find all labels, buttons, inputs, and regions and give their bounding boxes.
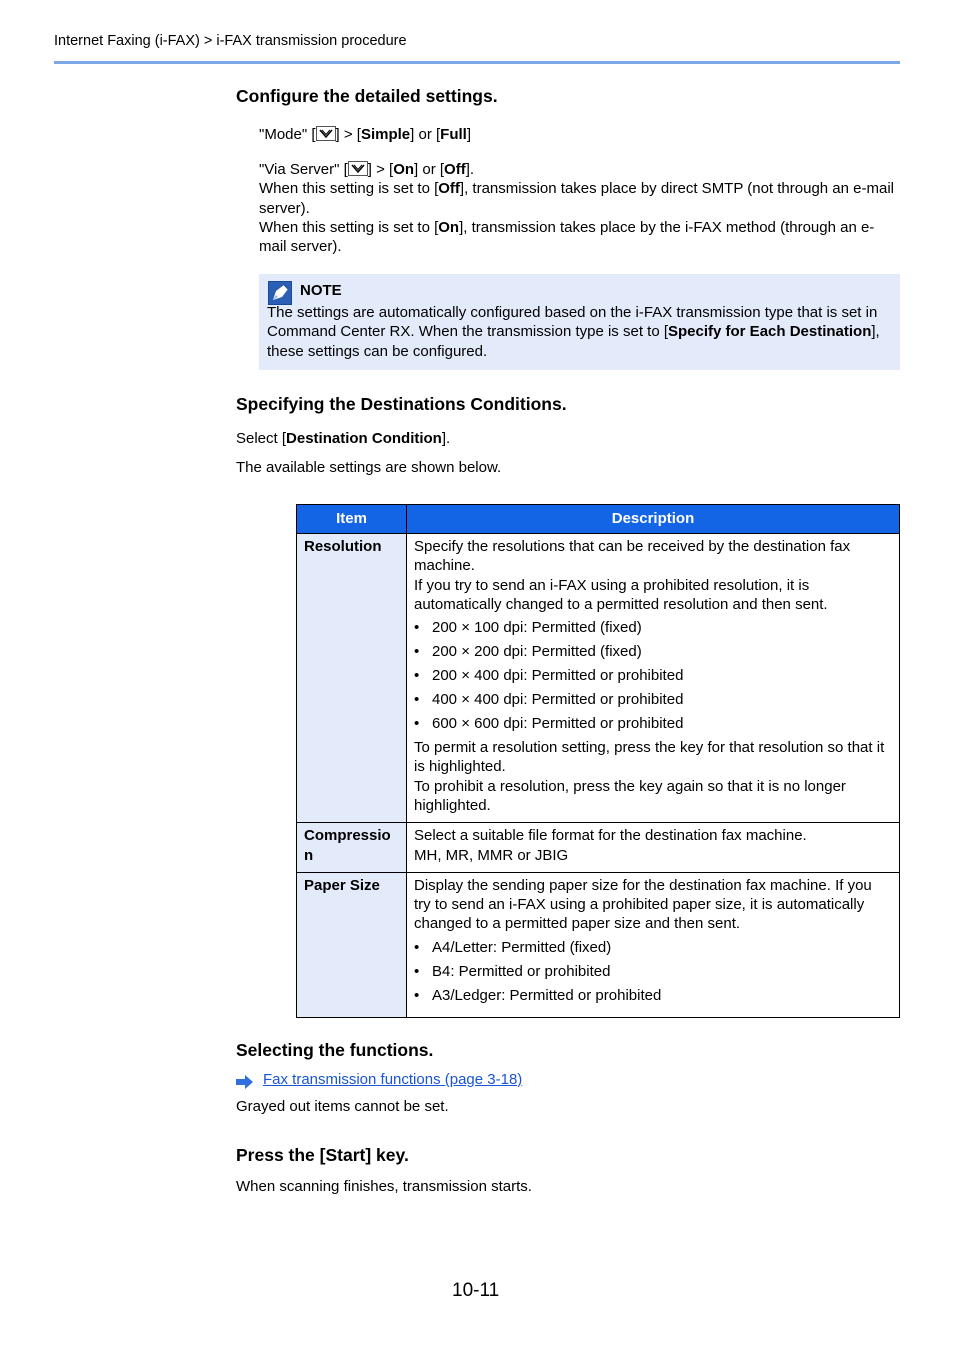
- table-row-compression: [297, 823, 900, 873]
- on-bold: On: [438, 218, 460, 236]
- table-cell-description: [407, 872, 900, 1017]
- available-settings-text: The available settings are shown below.: [236, 459, 502, 476]
- list-item: • 200 × 400 dpi: Permitted or prohibited: [414, 666, 892, 685]
- mode-end: ]: [466, 126, 471, 143]
- note-title: NOTE: [300, 282, 342, 299]
- list-item: • 200 × 200 dpi: Permitted (fixed): [414, 642, 892, 661]
- via-server-block: [259, 160, 900, 256]
- column-header-item: Item: [297, 505, 407, 534]
- table-cell-item: Paper Size: [297, 872, 407, 1017]
- via-off: Off: [444, 161, 466, 178]
- note-box: [259, 274, 900, 370]
- compression-desc: Select a suitable file format for the destination fax machine.: [414, 827, 807, 845]
- off-bold: Off: [438, 180, 460, 198]
- header-divider: [54, 61, 900, 64]
- note-text-b: ], these settings can be configured.: [267, 323, 880, 360]
- list-item: • B4: Permitted or prohibited: [414, 962, 892, 981]
- table-cell-description: [407, 534, 900, 823]
- on-text-a: When this setting is set to [: [259, 218, 439, 236]
- paper-size-list: [414, 938, 892, 1005]
- mode-text: "Mode" [: [259, 126, 316, 143]
- chevron-down-icon: [348, 161, 368, 176]
- arrow-right-icon: [236, 1075, 254, 1089]
- via-server-line: [259, 160, 900, 179]
- mode-simple: Simple: [360, 126, 411, 143]
- step-title-start: Press the [Start] key.: [236, 1145, 409, 1165]
- on-text-b: ], transmission takes place by the i-FAX method (through an e-mail server).: [259, 218, 875, 256]
- resolution-desc: To prohibit a resolution, press the key again so that it is no longer highlighted.: [414, 777, 846, 814]
- via-end: ].: [465, 161, 475, 178]
- note-text-a: The settings are automatically configured based on the i-FAX transmission type that is set in Command Center RX. When the transmission type is set to [: [267, 304, 878, 341]
- select-text-a: Select [: [236, 430, 287, 447]
- table-cell-item: Compression: [297, 823, 407, 873]
- note-icon: [268, 281, 292, 305]
- note-text-bold: Specify for Each Destination: [668, 323, 872, 341]
- chevron-down-icon: [316, 126, 336, 141]
- mode-or: ] or [: [410, 126, 441, 143]
- list-item: • 200 × 100 dpi: Permitted (fixed): [414, 618, 892, 637]
- table-cell-item: Resolution: [297, 534, 407, 823]
- list-item: • 600 × 600 dpi: Permitted or prohibited: [414, 714, 892, 733]
- page-number: 10-11: [452, 1280, 500, 1301]
- compression-desc: MH, MR, MMR or JBIG: [414, 846, 569, 864]
- off-text-a: When this setting is set to [: [259, 180, 439, 198]
- mode-sep: ] > [: [335, 126, 361, 143]
- breadcrumb: Internet Faxing (i-FAX) > i-FAX transmission procedure: [54, 33, 407, 49]
- resolution-desc: If you try to send an i-FAX using a prohibited resolution, it is automatically changed to a permitted resolution and then sent.: [414, 576, 828, 613]
- destination-conditions-table: [296, 504, 900, 1018]
- fax-transmission-functions-link[interactable]: Fax transmission functions (page 3-18): [263, 1071, 523, 1088]
- paper-size-desc: Display the sending paper size for the destination fax machine. If you try to send an i-FAX using a prohibited paper size, it is automatically changed to a permitted paper size and then sent.: [414, 876, 872, 933]
- start-description: When scanning finishes, transmission starts.: [236, 1178, 532, 1195]
- list-item: • A4/Letter: Permitted (fixed): [414, 938, 892, 957]
- mode-full: Full: [440, 126, 467, 143]
- column-header-description: Description: [407, 505, 900, 534]
- on-description: [259, 218, 900, 257]
- list-item: • 400 × 400 dpi: Permitted or prohibited: [414, 690, 892, 709]
- list-item: • A3/Ledger: Permitted or prohibited: [414, 986, 892, 1005]
- via-sep: ] > [: [367, 161, 394, 178]
- via-on: On: [393, 161, 415, 178]
- step-title-functions: Selecting the functions.: [236, 1040, 434, 1060]
- off-text-b: ], transmission takes place by direct SMTP (not through an e-mail server).: [259, 180, 894, 217]
- table-cell-description: [407, 823, 900, 873]
- table-row-paper-size: [297, 872, 900, 1017]
- select-bold: Destination Condition: [286, 430, 442, 447]
- via-text: "Via Server" [: [259, 161, 348, 178]
- mode-setting-line: [259, 125, 471, 144]
- select-instruction: [236, 429, 450, 448]
- via-or: ] or [: [414, 161, 445, 178]
- table-header-row: [297, 505, 900, 534]
- step-title-configure: Configure the detailed settings.: [236, 86, 498, 106]
- grayed-out-note: Grayed out items cannot be set.: [236, 1098, 449, 1115]
- table-row-resolution: [297, 534, 900, 823]
- resolution-list: [414, 618, 892, 733]
- resolution-desc: Specify the resolutions that can be received by the destination fax machine.: [414, 538, 851, 575]
- link-row: [236, 1071, 522, 1088]
- resolution-desc: To permit a resolution setting, press the key for that resolution so that it is highlighted.: [414, 739, 885, 776]
- select-text-b: ].: [441, 430, 451, 447]
- off-description: [259, 179, 900, 218]
- step-title-destinations: Specifying the Destinations Conditions.: [236, 394, 567, 414]
- note-text: [267, 303, 887, 361]
